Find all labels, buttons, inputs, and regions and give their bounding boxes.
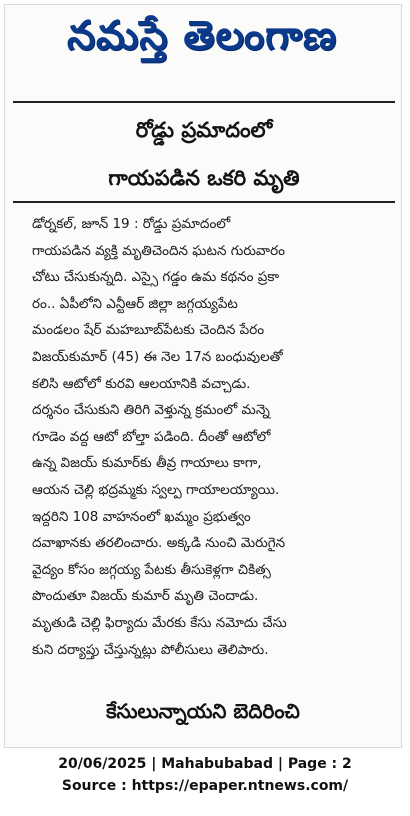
headline-line-2: గాయపడిన ఒకరి మృతి — [108, 166, 300, 190]
source-line: Source : https://epaper.ntnews.com/ — [61, 778, 349, 794]
article-line: మృతుడి చెల్లి ఫిర్యాదు మేరకు కేసు నమోదు చేసు — [32, 614, 287, 631]
masthead-divider — [13, 101, 395, 103]
article-line: డోర్నకల్, జూన్ 19 : రోడ్డు ప్రమాదంలో — [32, 216, 231, 232]
article-line: పొందుతూ విజయ్ కుమార్ మృతి చెందాడు. — [32, 588, 259, 605]
article-line: కలిసి ఆటోలో కురవి ఆలయానికి వచ్చాడు. — [32, 375, 251, 392]
article-line: ఆయన చెల్లి భద్రమ్మకు స్వల్ప గాయాలయ్యాయి. — [32, 481, 280, 498]
article-line: విజయ్‌కుమార్ (45) ఈ నెల 17న బంధువులతో — [32, 348, 283, 365]
article-line: మండలం షేర్ మహబూబ్‌పేటకు చెందిన పేరం — [32, 322, 265, 339]
article-line: గాయపడిన వ్యక్తి మృతిచెందిన ఘటన గురువారం — [32, 242, 285, 259]
article-line: దవాఖానకు తరలించారు. అక్కడి నుంచి మెరుగైన — [32, 535, 286, 552]
article-line: ఉన్న విజయ్ కుమార్‌కు తీవ్ర గాయాలు కాగా, — [32, 455, 262, 472]
article-body — [32, 211, 398, 663]
next-article-headline: కేసులున్నాయని బెదిరించి — [106, 699, 300, 723]
headline-line-1: రోడ్డు ప్రమాదంలో — [135, 118, 273, 142]
edition-info: 20/06/2025 | Mahabubabad | Page : 2 — [58, 756, 352, 772]
article-line: దర్శనం చేసుకుని తిరిగి వెళ్తున్న క్రమంలో మన్నె — [32, 402, 270, 419]
article-line: ఇద్దరిని 108 వాహనంలో ఖమ్మం ప్రభుత్వం — [32, 508, 251, 525]
article-line: రం.. ఏపీలోని ఎన్టీఆర్ జిల్లా జగ్గయ్యపేట — [32, 295, 238, 312]
article-line: గూడెం వద్ద ఆటో బోల్తా పడింది. దీంతో ఆటోలో — [32, 428, 271, 445]
headline-divider — [13, 201, 395, 203]
article-line: చోటు చేసుకున్నది. ఎస్సై గడ్డం ఉమ కథనం ప్రకా — [32, 269, 280, 286]
article-line: కుని దర్యాప్తు చేస్తున్నట్లు పోలీసులు తెలిపారు. — [32, 641, 269, 658]
article-line: వైద్యం కోసం జగ్గయ్య పేటకు తీసుకెళ్లగా చికిత్స — [32, 561, 271, 578]
newspaper-masthead: నమస్తే తెలంగాణ — [66, 11, 338, 59]
